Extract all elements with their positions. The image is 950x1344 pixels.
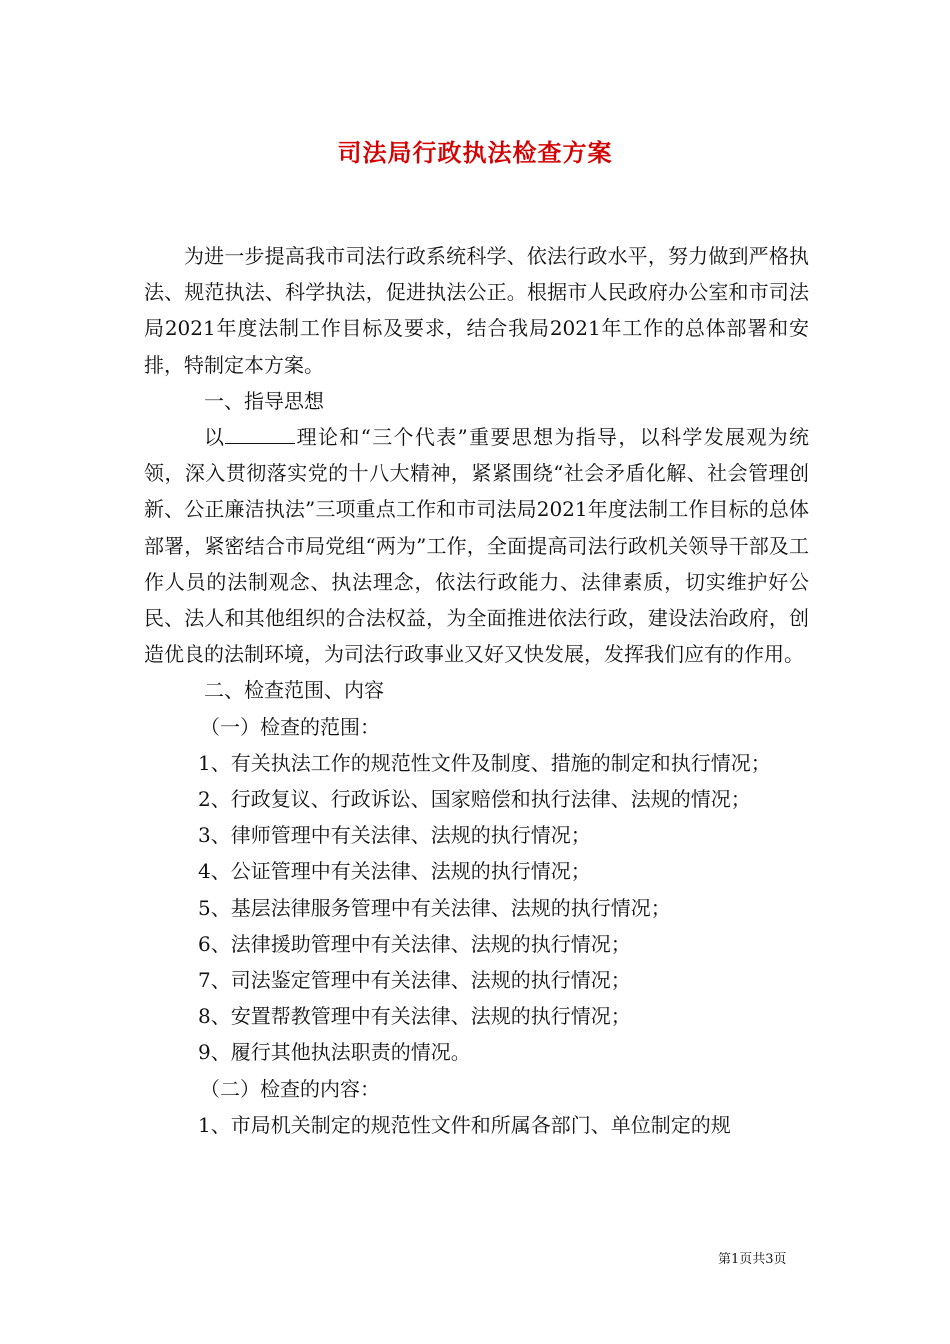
content-item: 1、市局机关制定的规范性文件和所属各部门、单位制定的规 bbox=[198, 1112, 731, 1137]
blank-underline bbox=[225, 425, 295, 444]
content-heading: （二）检查的内容： bbox=[200, 1076, 380, 1101]
scope-item: 7、司法鉴定管理中有关法律、法规的执行情况； bbox=[198, 968, 631, 993]
intro-paragraph: 为进一步提高我市司法行政系统科学、依法行政水平，努力做到严格执法、规范执法、科学执法，促进执法公正。根据市人民政府办公室和市司法局2021年度法制工作目标及要求，结合我局2021年工作的总体部署和安排，特制定本方案。 bbox=[144, 244, 809, 377]
section1-prefix: 以 bbox=[204, 425, 226, 450]
document-body bbox=[144, 238, 809, 1143]
document-title: 司法局行政执法检查方案 bbox=[337, 138, 613, 167]
scope-item: 2、行政复议、行政诉讼、国家赔偿和执行法律、法规的情况； bbox=[198, 787, 751, 812]
scope-heading: （一）检查的范围： bbox=[200, 714, 380, 739]
section1-text: 理论和“三个代表”重要思想为指导，以科学发展观为统领，深入贯彻落实党的十八大精神，紧紧围绕“社会矛盾化解、社会管理创新、公正廉洁执法”三项重点工作和市司法局2021年度法制工作目标的总体部署，紧密结合市局党组“两为”工作，全面提高司法行政机关领导干部及工作人员的法制观念、执法理念，依法行政能力、法律素质，切实维护好公民、法人和其他组织的合法权益，为全面推进依法行政，建设法治政府，创造优良的法制环境，为司法行政事业又好又快发展，发挥我们应有的作用。 bbox=[144, 425, 810, 667]
scope-item: 9、履行其他执法职责的情况。 bbox=[198, 1040, 471, 1065]
section1-heading: 一、指导思想 bbox=[204, 388, 324, 413]
scope-item: 4、公证管理中有关法律、法规的执行情况； bbox=[198, 859, 591, 884]
scope-item: 5、基层法律服务管理中有关法律、法规的执行情况； bbox=[198, 895, 671, 920]
scope-item: 3、律师管理中有关法律、法规的执行情况； bbox=[198, 823, 591, 848]
scope-item: 8、安置帮教管理中有关法律、法规的执行情况； bbox=[198, 1004, 631, 1029]
scope-item: 1、有关执法工作的规范性文件及制度、措施的制定和执行情况； bbox=[198, 750, 771, 775]
page-indicator: 第1页共3页 bbox=[718, 1252, 787, 1267]
scope-item: 6、法律援助管理中有关法律、法规的执行情况； bbox=[198, 931, 631, 956]
section2-heading: 二、检查范围、内容 bbox=[204, 678, 384, 703]
section1-paragraph bbox=[144, 419, 809, 672]
